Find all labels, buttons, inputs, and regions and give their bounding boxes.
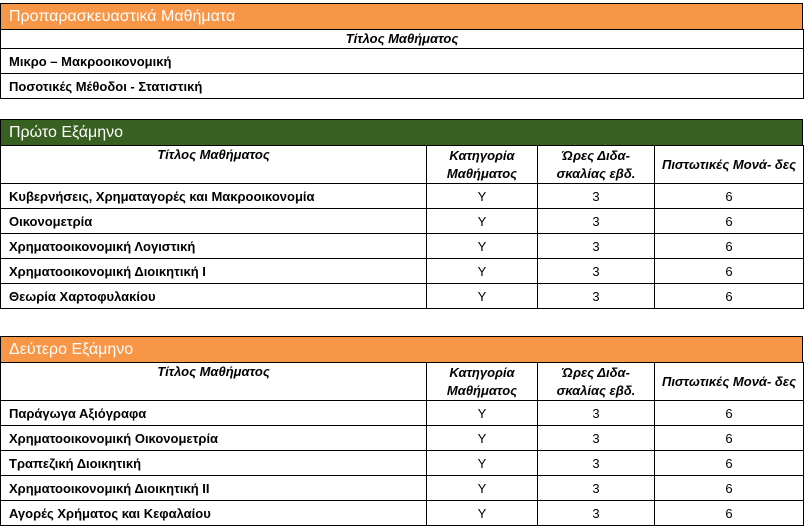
prep-section	[0, 3, 803, 99]
table-row	[1, 426, 804, 451]
col-credits-header: Πιστωτικές Μονά- δες	[655, 363, 804, 401]
course-category: Y	[427, 284, 538, 309]
sem1-table	[0, 145, 804, 309]
course-credits: 6	[655, 234, 804, 259]
col-category-header: Κατηγορία Μαθήματος	[427, 363, 538, 401]
course-name: Μικρο – Μακροοικονομική	[1, 49, 804, 74]
table-row	[1, 259, 804, 284]
course-name: Τραπεζική Διοικητική	[1, 451, 427, 476]
table-row	[1, 234, 804, 259]
course-category: Y	[427, 234, 538, 259]
sem2-section	[0, 336, 803, 526]
col-hours-header: Ώρες Διδα- σκαλίας εβδ.	[538, 146, 655, 184]
course-credits: 6	[655, 184, 804, 209]
course-credits: 6	[655, 501, 804, 526]
course-name: Χρηματοοικονομική Διοικητική Ι	[1, 259, 427, 284]
course-category: Y	[427, 209, 538, 234]
course-hours: 3	[538, 184, 655, 209]
course-credits: 6	[655, 284, 804, 309]
course-category: Y	[427, 501, 538, 526]
course-name: Κυβερνήσεις, Χρηματαγορές και Μακροοικονομία	[1, 184, 427, 209]
table-row	[1, 209, 804, 234]
course-credits: 6	[655, 476, 804, 501]
course-name: Οικονομετρία	[1, 209, 427, 234]
sem1-title: Πρώτο Εξάμηνο	[0, 119, 803, 145]
course-name: Ποσοτικές Μέθοδοι - Στατιστική	[1, 74, 804, 99]
course-category: Y	[427, 451, 538, 476]
course-credits: 6	[655, 401, 804, 426]
table-row	[1, 401, 804, 426]
col-credits-header: Πιστωτικές Μονά- δες	[655, 146, 804, 184]
prep-title: Προπαρασκευαστικά Μαθήματα	[0, 3, 803, 29]
course-category: Y	[427, 426, 538, 451]
course-hours: 3	[538, 209, 655, 234]
course-name: Αγορές Χρήματος και Κεφαλαίου	[1, 501, 427, 526]
course-category: Y	[427, 476, 538, 501]
sem1-section	[0, 119, 803, 309]
table-row	[1, 184, 804, 209]
course-hours: 3	[538, 501, 655, 526]
course-name: Παράγωγα Αξιόγραφα	[1, 401, 427, 426]
course-hours: 3	[538, 426, 655, 451]
course-hours: 3	[538, 234, 655, 259]
table-row	[1, 74, 804, 99]
table-row	[1, 451, 804, 476]
course-credits: 6	[655, 451, 804, 476]
course-hours: 3	[538, 401, 655, 426]
course-name: Χρηματοοικονομική Διοικητική ΙΙ	[1, 476, 427, 501]
course-hours: 3	[538, 259, 655, 284]
course-hours: 3	[538, 476, 655, 501]
sem2-table	[0, 362, 804, 526]
course-name: Θεωρία Χαρτοφυλακίου	[1, 284, 427, 309]
col-category-header: Κατηγορία Μαθήματος	[427, 146, 538, 184]
course-category: Y	[427, 259, 538, 284]
sem2-title: Δεύτερο Εξάμηνο	[0, 336, 803, 362]
course-name: Χρηματοοικονομική Λογιστική	[1, 234, 427, 259]
col-title-header: Τίτλος Μαθήματος	[1, 146, 427, 184]
course-credits: 6	[655, 209, 804, 234]
course-hours: 3	[538, 451, 655, 476]
col-title-header: Τίτλος Μαθήματος	[1, 363, 427, 401]
table-row	[1, 476, 804, 501]
col-title-header: Τίτλος Μαθήματος	[1, 30, 804, 49]
table-row	[1, 501, 804, 526]
course-category: Y	[427, 184, 538, 209]
course-category: Y	[427, 401, 538, 426]
course-credits: 6	[655, 426, 804, 451]
col-hours-header: Ώρες Διδα- σκαλίας εβδ.	[538, 363, 655, 401]
course-hours: 3	[538, 284, 655, 309]
course-name: Χρηματοοικονομική Οικονομετρία	[1, 426, 427, 451]
prep-table	[0, 29, 804, 99]
table-row	[1, 284, 804, 309]
course-credits: 6	[655, 259, 804, 284]
table-row	[1, 49, 804, 74]
